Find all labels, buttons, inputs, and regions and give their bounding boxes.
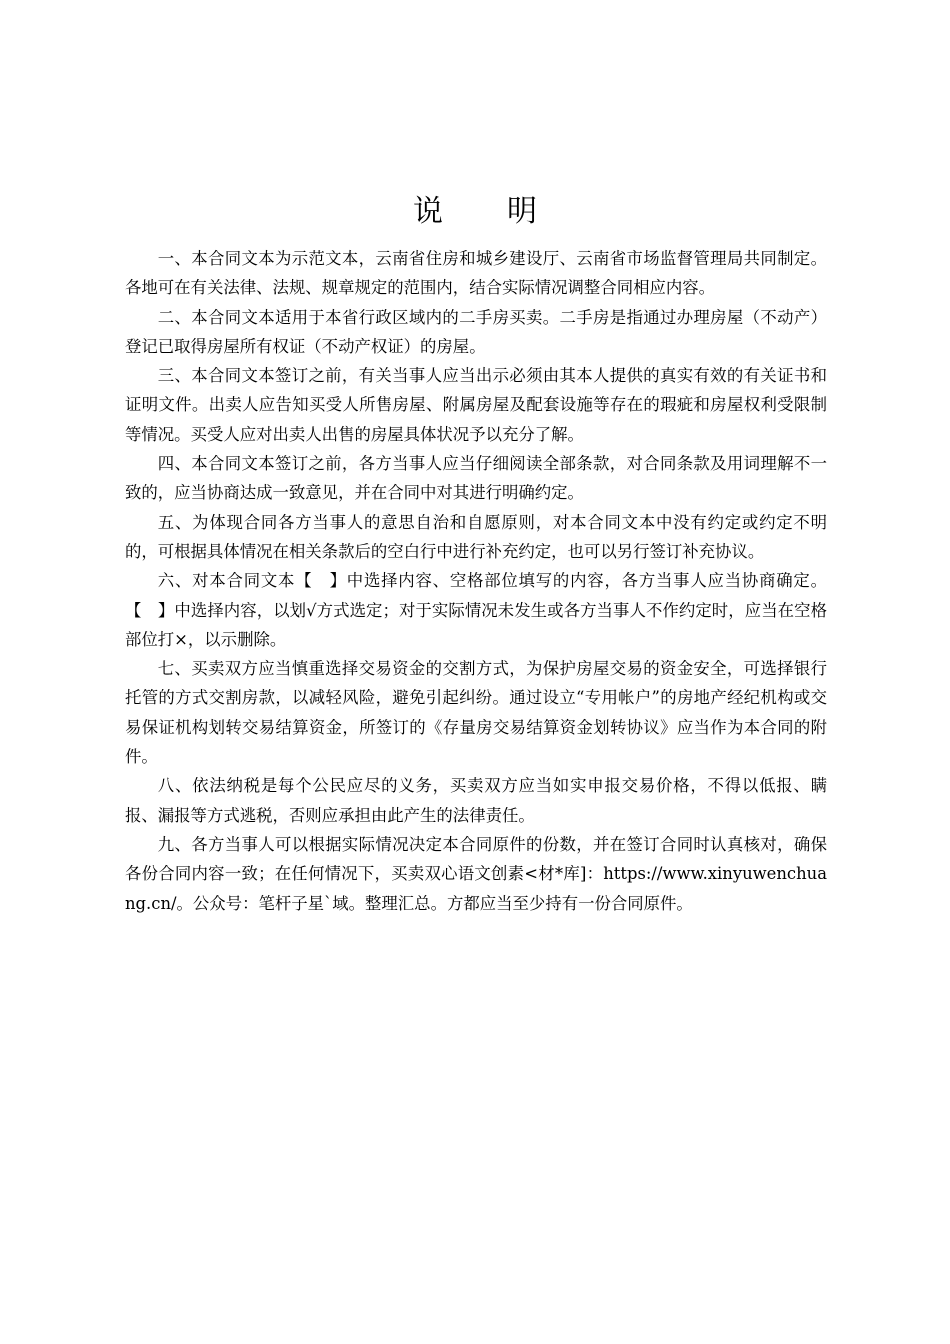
paragraph-5: 五、为体现合同各方当事人的意思自治和自愿原则，对本合同文本中没有约定或约定不明的，可根据具体情况在相关条款后的空白行中进行补充约定，也可以另行签订补充协议。	[125, 512, 827, 561]
title-char-2: 明	[507, 194, 537, 229]
title-char-1: 说	[413, 194, 443, 229]
paragraph-1: 一、本合同文本为示范文本，云南省住房和城乡建设厅、云南省市场监督管理局共同制定。各地可在有关法律、法规、规章规定的范围内，结合实际情况调整合同相应内容。	[125, 249, 827, 298]
page-title	[0, 190, 950, 234]
paragraph-2: 二、本合同文本适用于本省行政区域内的二手房买卖。二手房是指通过办理房屋（不动产）登记已取得房屋所有权证（不动产权证）的房屋。	[125, 307, 827, 356]
paragraph-4: 四、本合同文本签订之前，各方当事人应当仔细阅读全部条款，对合同条款及用词理解不一致的，应当协商达成一致意见，并在合同中对其进行明确约定。	[125, 454, 827, 503]
paragraph-7: 七、买卖双方应当慎重选择交易资金的交割方式，为保护房屋交易的资金安全，可选择银行托管的方式交割房款，以减轻风险，避免引起纠纷。通过设立“专用帐户”的房地产经纪机构或交易保证机构划转交易结算资金，所签订的《存量房交易结算资金划转协议》应当作为本合同的附件。	[125, 659, 827, 767]
instructions-body	[125, 244, 827, 918]
paragraph-8: 八、依法纳税是每个公民应尽的义务，买卖双方应当如实申报交易价格，不得以低报、瞒报、漏报等方式逃税，否则应承担由此产生的法律责任。	[125, 776, 827, 825]
paragraph-3: 三、本合同文本签订之前，有关当事人应当出示必须由其本人提供的真实有效的有关证书和证明文件。出卖人应告知买受人所售房屋、附属房屋及配套设施等存在的瑕疵和房屋权利受限制等情况。买受人应对出卖人出售的房屋具体状况予以充分了解。	[125, 366, 827, 444]
paragraph-6: 六、对本合同文本【 】中选择内容、空格部位填写的内容，各方当事人应当协商确定。【 】中选择内容，以划√方式选定；对于实际情况未发生或各方当事人不作约定时，应当在空格部位打×，以示删除。	[125, 571, 827, 649]
paragraph-9: 九、各方当事人可以根据实际情况决定本合同原件的份数，并在签订合同时认真核对，确保各份合同内容一致；在任何情况下，买卖双心语文创素<材*库]：https://www.xinyuwenchuang.cn/。公众号：笔杆子星`域。整理汇总。方都应当至少持有一份合同原件。	[125, 834, 827, 913]
